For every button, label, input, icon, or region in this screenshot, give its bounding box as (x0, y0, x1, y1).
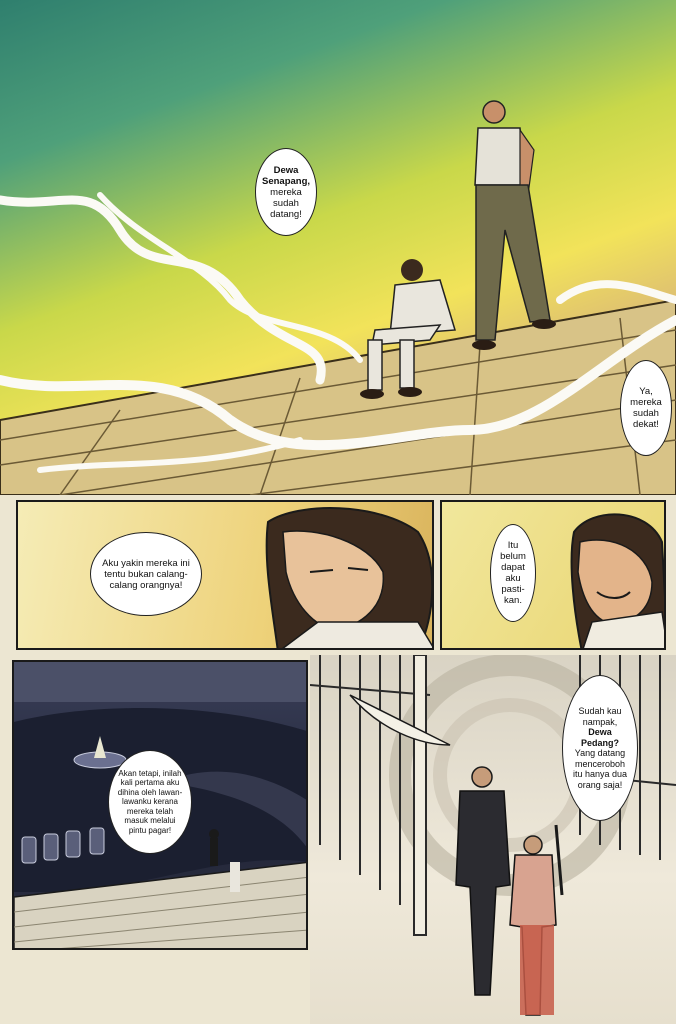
bubble-name-bold: Dewa Pedang? (580, 727, 619, 748)
gate-bars-left (310, 655, 430, 920)
smiling-man-art (442, 502, 666, 650)
panel-gate-arrival (310, 655, 676, 1024)
panel-rooftop (0, 0, 676, 495)
man-dark-suit (456, 767, 510, 995)
bubble-text-line1: Sudah kau nampak, (578, 706, 622, 727)
panel-smiling-man (440, 500, 666, 650)
bubble-text: Aku yakin mereka ini tentu bukan calang-calang orangnya! (102, 557, 190, 591)
panel-night-scene (12, 660, 308, 950)
speech-bubble-dewa-senapang (255, 148, 317, 236)
standing-figure (472, 101, 556, 350)
speech-bubble-reply (620, 360, 672, 456)
closeup-longhair-art (18, 502, 434, 650)
speech-bubble-dewa-pedang (562, 675, 638, 821)
speech-bubble-night (108, 750, 192, 854)
panel-closeup-longhair (16, 500, 434, 650)
bubble-text: Akan tetapi, inilah kali pertama aku dihina oleh lawan-lawanku kerana mereka telah masuk melalui pintu pagar! (117, 768, 183, 835)
bubble-text: Itu belum dapat aku pasti-kan. (500, 540, 526, 606)
man-with-sword (510, 825, 562, 1015)
rooftop-art (0, 0, 676, 495)
bubble-text: Ya, mereka sudah dekat! (630, 386, 662, 430)
bubble-text: mereka sudah datang! (270, 186, 302, 220)
bubble-text-rest: Yang datang menceroboh itu hanya dua orang saja! (572, 748, 628, 790)
bubble-name-bold: Dewa Senapang, (261, 164, 311, 187)
speech-bubble-closeup (90, 532, 202, 616)
speech-bubble-smiling (490, 524, 536, 622)
